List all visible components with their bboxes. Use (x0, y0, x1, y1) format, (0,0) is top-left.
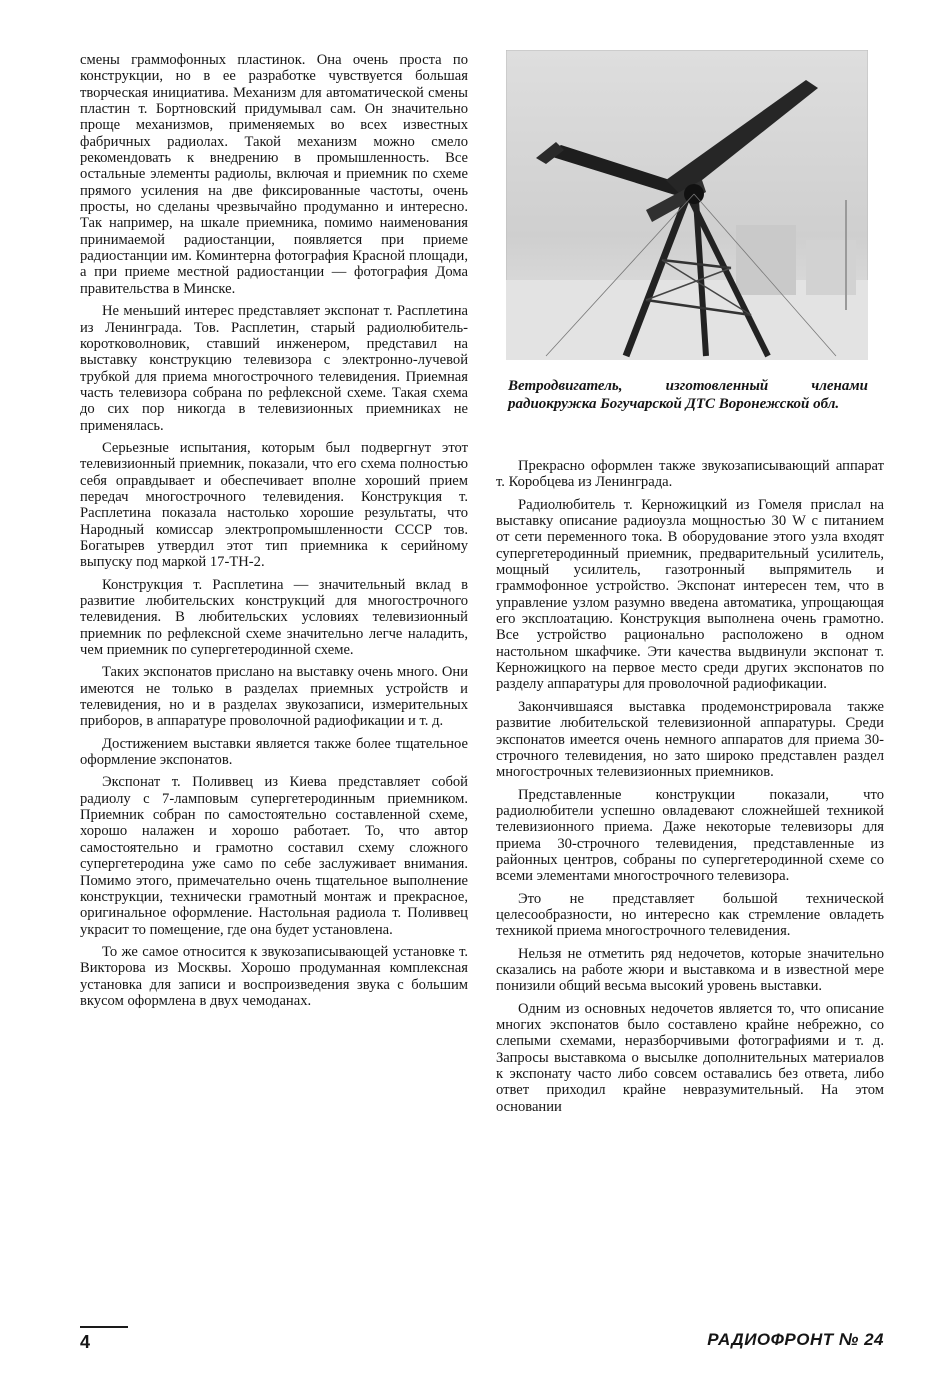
paragraph: Радиолюбитель т. Керножицкий из Гомеля прислал на выставку описание радиоузла мощностью 30 W с питанием от сети переменного тока. В оборудование этого узла входят супергетеродинный приемник, предварительный усилитель, мощный усилитель, газотронный выпрямитель и граммофонное устройство. Экспонат интересен тем, что в управление узлом разумно введена автоматика, упрощающая его эксплоатацию. Конструкция выполнена очень грамотно. Все устройство рационально расположено в одном настольном шкафчике. Эти качества выдвинули экспонат т. Керножицкого на первое место среди других экспонатов по разделу аппаратуры для проволочной радиофикации. (496, 496, 884, 693)
journal-name: РАДИОФРОНТ № 24 (707, 1330, 884, 1349)
left-column (80, 52, 468, 1015)
paragraph: То же самое относится к звукозаписывающей установке т. Викторова из Москвы. Хорошо продуманная комплексная установка для записи и воспроизведения звука с большим вкусом оформлена в двух чемоданах. (80, 943, 468, 1009)
paragraph: Это не представляет большой технической целесообразности, но интересно как стремление овладеть техникой приема многострочного телевидения. (496, 890, 884, 940)
footer-rule (80, 1326, 128, 1328)
paragraph: Нельзя не отметить ряд недочетов, которые значительно сказались на работе жюри и выставкома и в известной мере понизили общий весьма высокий уровень выставки. (496, 945, 884, 995)
paragraph: смены граммофонных пластинок. Она очень проста по конструкции, но в ее разработке чувствуется большая творческая инициатива. Механизм для автоматической смены пластин т. Бортновский придумывал сам. Он значительно проще механизмов, применяемых во всех известных фабричных радиолах. Такой механизм можно смело рекомендовать к внедрению в промышленность. Все остальные элементы радиолы, включая и приемник по схеме прямого усиления на две фиксированные частоты, очень просты, но сделаны чрезвычайно продуманно и интересно. Так например, на шкале приемника, помимо наименования принимаемой радиостанции, появляется при приеме радиостанции им. Коминтерна фотография Красной площади, а при приеме местной радиостанции — фотография Дома правительства в Минске. (80, 52, 468, 297)
page-number: 4 (80, 1332, 91, 1352)
paragraph: Конструкция т. Расплетина — значительный вклад в развитие любительских конструкций для многострочного телевидения. В любительских условиях телевизионный приемник по рефлексной схеме значительно легче наладить, чем приемник по супергетеродинной схеме. (80, 576, 468, 659)
paragraph: Одним из основных недочетов является то, что описание многих экспонатов было составлено крайне небрежно, со слепыми схемами, неразборчивыми фотографиями и т. д. Запросы выставкома о высылке дополнительных материалов к экспонату часто либо совсем оставались без ответа, либо ответ приходил крайне невразумительный. На этом основании (496, 1000, 884, 1115)
paragraph: Не меньший интерес представляет экспонат т. Расплетина из Ленинграда. Тов. Расплетин, старый радиолюбитель-коротковолновик, ставший инженером, представил на выставку конструкцию телевизора с электронно-лучевой трубкой для приема многострочного телевидения. Приемная часть телевизора собрана по рефлексной схеме. Такая схема до сих пор никогда в телевизионных приемниках не применялась. (80, 303, 468, 434)
paragraph: Закончившаяся выставка продемонстрировала также развитие любительской телевизионной аппаратуры. Среди экспонатов имеется очень немного аппаратов для приема 30-строчного телевидения, но зато широко представлен раздел многострочных телевизионных приемников. (496, 698, 884, 781)
right-column (496, 458, 884, 1121)
paragraph: Серьезные испытания, которым был подвергнут этот телевизионный приемник, показали, что его схема полностью себя оправдывает и обеспечивает вполне хороший прием передач многострочного телевидения. Конструкция т. Расплетина показала настолько хорошие результаты, что Народный комиссар электропромышленности СССР тов. Богатырев утвердил этот тип приемника к серийному выпуску под маркой 17-ТН-2. (80, 439, 468, 571)
photo-caption: Ветродвигатель, изготовленный членами радиокружка Богучарской ДТС Воронежской обл. (508, 378, 868, 412)
paragraph: Таких экспонатов прислано на выставку очень много. Они имеются не только в разделах приемных устройств и телевидения, но и в разделах звукозаписи, измерительных приборов, в аппаратуре проволочной радиофикации и т. д. (80, 664, 468, 730)
paragraph: Достижением выставки является также более тщательное оформление экспонатов. (80, 735, 468, 769)
wind-turbine-photo (506, 50, 868, 360)
paragraph: Представленные конструкции показали, что радиолюбители успешно овладевают сложнейшей техникой телевизионного приема. Даже некоторые телевизоры для приема 30-строчного телевидения, представленные из районных центров, собраны по супергетеродинной схеме со всеми элементами многострочного телевизора. (496, 786, 884, 885)
paragraph: Экспонат т. Поливвец из Киева представляет собой радиолу с 7-ламповым супергетеродинным приемником. Приемник собран по самостоятельно составленной схеме, хорошо налажен и хорошо работает. То, что автор самостоятельно и грамотно составил схему сложного супергетеродина уже само по себе заслуживает внимания. Помимо этого, примечательно очень тщательное выполнение конструкции, технически грамотный монтаж и прекрасное, оригинальное оформление. Настольная радиола т. Поливвец украсит то помещение, где она будет установлена. (80, 774, 468, 938)
paragraph: Прекрасно оформлен также звукозаписывающий аппарат т. Коробцева из Ленинграда. (496, 458, 884, 491)
